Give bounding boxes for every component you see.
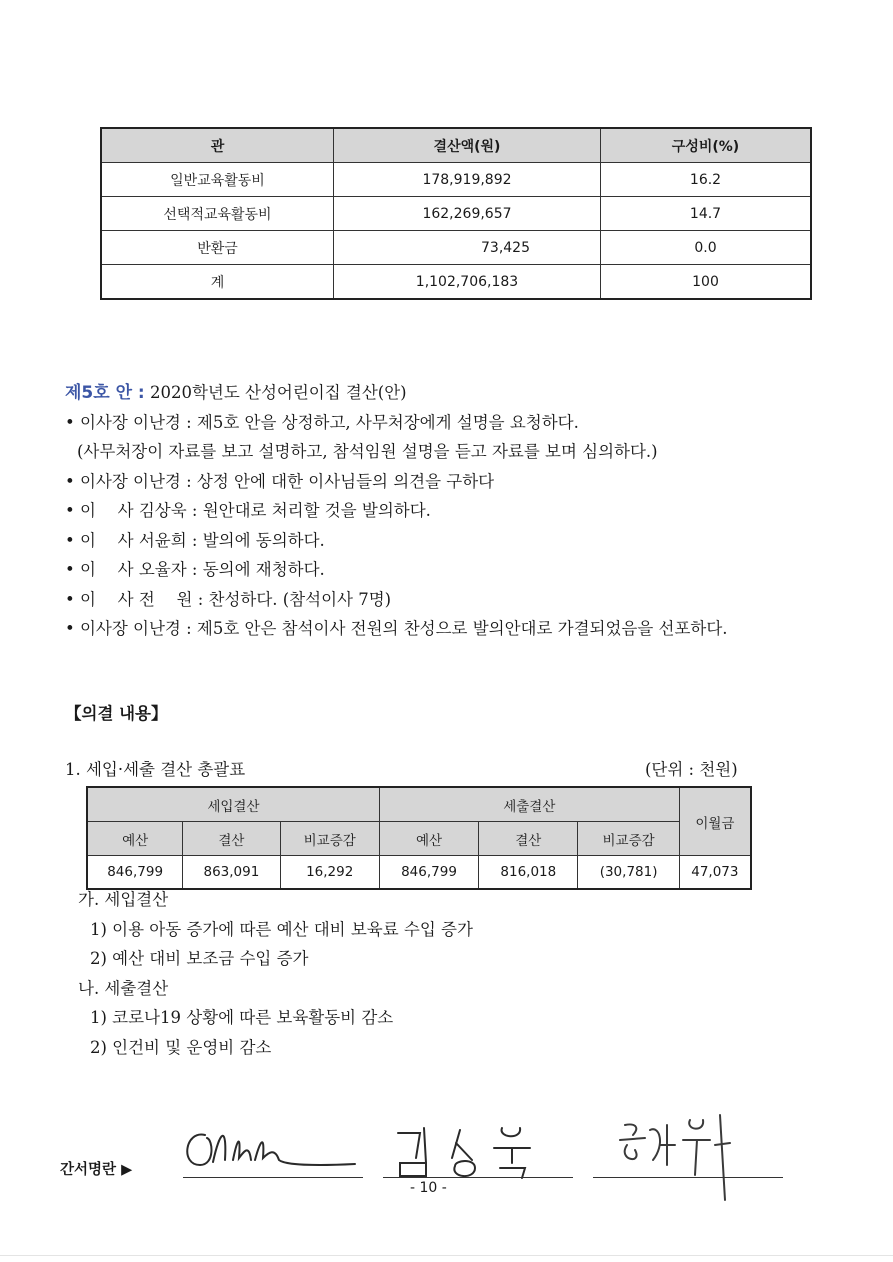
row-amount: 1,102,706,183 xyxy=(334,265,601,300)
agenda-title: 2020학년도 산성어린이집 결산(안) xyxy=(149,383,407,402)
cell-carryover: 47,073 xyxy=(679,856,751,890)
header-income-budget: 예산 xyxy=(87,822,183,856)
agenda-line: • 이 사 오율자 : 동의에 재청하다. xyxy=(65,560,325,579)
table-row xyxy=(87,856,751,890)
agenda-line: (사무처장이 자료를 보고 설명하고, 참석임원 설명을 듣고 자료를 보며 심의하다.) xyxy=(77,442,658,461)
signature-label: 간서명란 ▶ xyxy=(60,1162,133,1178)
list-item: 2) 인건비 및 운영비 감소 xyxy=(90,1037,272,1057)
header-category: 관 xyxy=(101,128,334,163)
row-ratio: 14.7 xyxy=(601,197,812,231)
page-number: - 10 - xyxy=(410,1180,447,1196)
agenda-heading xyxy=(65,378,865,408)
row-amount: 178,919,892 xyxy=(334,163,601,197)
row-ratio: 16.2 xyxy=(601,163,812,197)
signature-2 xyxy=(390,1118,560,1183)
signature-line-2 xyxy=(383,1177,573,1178)
cell-expense-settlement: 816,018 xyxy=(479,856,578,890)
row-category: 계 xyxy=(101,265,334,300)
notes-income-title: 가. 세입결산 xyxy=(78,890,169,909)
table-row xyxy=(101,163,811,197)
agenda-line: • 이사장 이난경 : 제5호 안을 상정하고, 사무처장에게 설명을 요청하다. xyxy=(65,412,579,432)
row-category: 선택적교육활동비 xyxy=(101,197,334,231)
header-income-diff: 비교증감 xyxy=(280,822,379,856)
table-row xyxy=(101,197,811,231)
header-expense-budget: 예산 xyxy=(379,822,478,856)
agenda-item xyxy=(65,378,865,644)
header-income-group: 세입결산 xyxy=(87,787,379,822)
header-expense-group: 세출결산 xyxy=(379,787,679,822)
header-carryover: 이월금 xyxy=(679,787,751,856)
header-ratio: 구성비(%) xyxy=(601,128,812,163)
summary-table-title: 1. 세입·세출 결산 총괄표 xyxy=(65,760,246,779)
notes-expense-title: 나. 세출결산 xyxy=(78,978,169,998)
header-expense-diff: 비교증감 xyxy=(578,822,679,856)
row-ratio: 0.0 xyxy=(601,231,812,265)
table-row xyxy=(101,231,811,265)
cell-income-diff: 16,292 xyxy=(280,856,379,890)
agenda-line: • 이사장 이난경 : 제5호 안은 참석이사 전원의 찬성으로 발의안대로 가결되었음을 선포하다. xyxy=(65,619,728,638)
header-amount: 결산액(원) xyxy=(334,128,601,163)
signature-1 xyxy=(175,1110,375,1185)
resolution-section-title: 【의결 내용】 xyxy=(65,704,168,723)
page-bottom-edge xyxy=(0,1255,893,1256)
signature-line-1 xyxy=(183,1177,363,1178)
sub-header-row xyxy=(87,822,751,856)
settlement-notes xyxy=(78,885,473,1062)
agenda-line: • 이 사 김상욱 : 원안대로 처리할 것을 발의하다. xyxy=(65,501,431,520)
table-row-total xyxy=(101,265,811,300)
header-income-settlement: 결산 xyxy=(183,822,280,856)
settlement-summary-table xyxy=(86,786,752,890)
header-expense-settlement: 결산 xyxy=(479,822,578,856)
signature-3 xyxy=(605,1105,755,1205)
row-category: 반환금 xyxy=(101,231,334,265)
cell-income-budget: 846,799 xyxy=(87,856,183,890)
agenda-line: • 이사장 이난경 : 상정 안에 대한 이사님들의 의견을 구하다 xyxy=(65,471,495,491)
cell-income-settlement: 863,091 xyxy=(183,856,280,890)
agenda-label: 제5호 안 : xyxy=(65,383,145,403)
cell-expense-budget: 846,799 xyxy=(379,856,478,890)
group-header-row xyxy=(87,787,751,822)
list-item: 1) 코로나19 상황에 따른 보육활동비 감소 xyxy=(90,1008,394,1027)
row-category: 일반교육활동비 xyxy=(101,163,334,197)
signature-line-3 xyxy=(593,1177,783,1178)
table-header-row xyxy=(101,128,811,163)
cell-expense-diff: (30,781) xyxy=(578,856,679,890)
row-amount: 162,269,657 xyxy=(334,197,601,231)
budget-ratio-table xyxy=(100,127,812,300)
list-item: 1) 이용 아동 증가에 따른 예산 대비 보육료 수입 증가 xyxy=(90,919,473,939)
unit-label: (단위 : 천원) xyxy=(645,760,738,779)
agenda-line: • 이 사 전 원 : 찬성하다. (참석이사 7명) xyxy=(65,589,392,609)
row-amount: 73,425 xyxy=(334,231,601,265)
list-item: 2) 예산 대비 보조금 수입 증가 xyxy=(90,949,309,968)
agenda-line: • 이 사 서윤희 : 발의에 동의하다. xyxy=(65,530,325,550)
row-ratio: 100 xyxy=(601,265,812,300)
